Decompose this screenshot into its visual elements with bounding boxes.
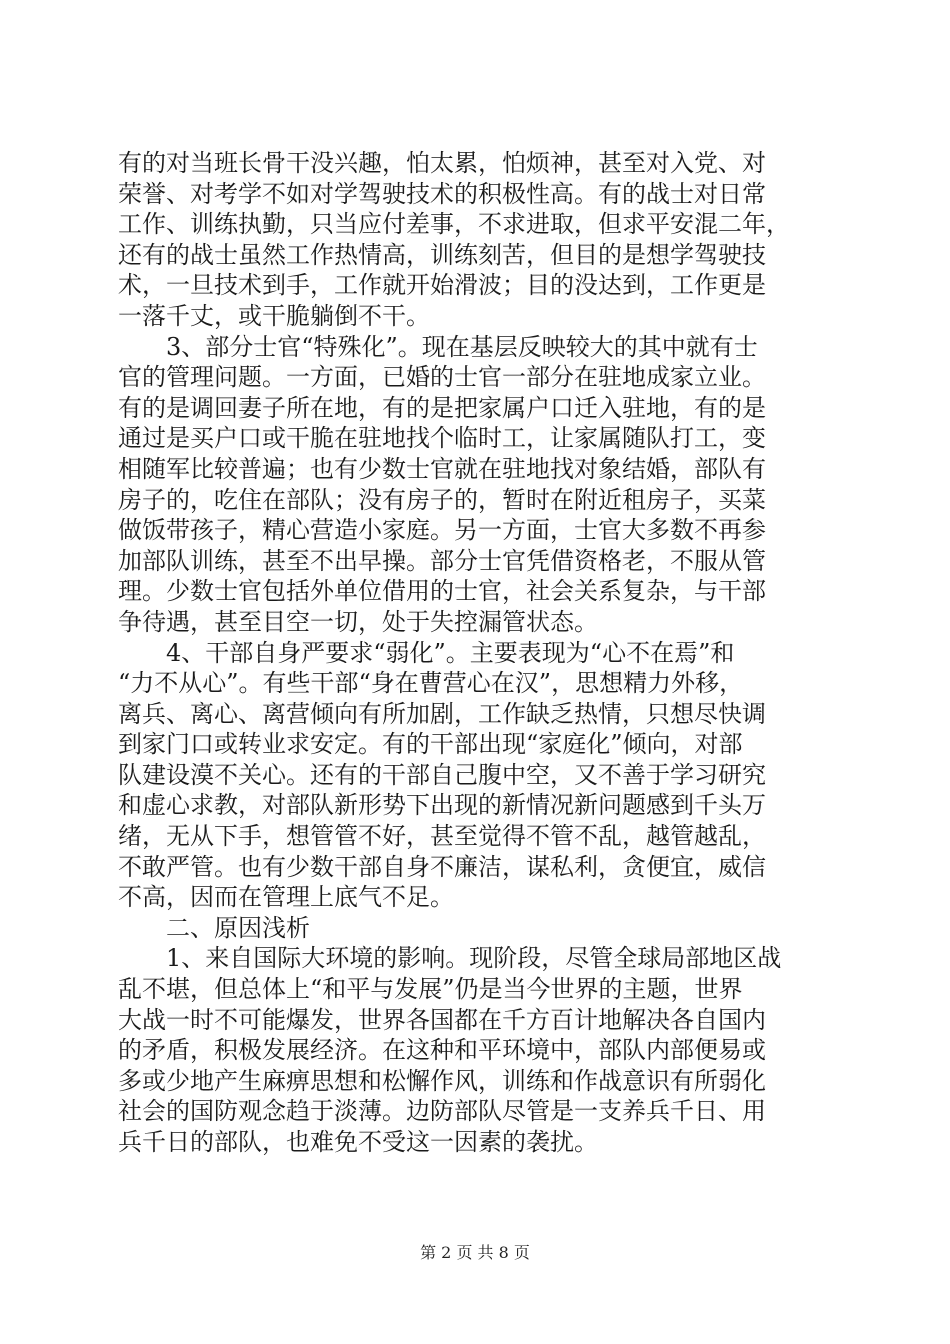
- text-line: 大战一时不可能爆发，世界各国都在千方百计地解决各自国内: [118, 1005, 766, 1034]
- text-line: 还有的战士虽然工作热情高，训练刻苦，但目的是想学驾驶技: [118, 240, 766, 269]
- text-line: 乱不堪，但总体上“和平与发展”仍是当今世界的主题，世界: [118, 975, 743, 1004]
- text-line: 到家门口或转业求安定。有的干部出现“家庭化”倾向，对部: [118, 730, 743, 759]
- text-line: 官的管理问题。一方面，已婚的士官一部分在驻地成家立业。: [118, 363, 766, 392]
- text-line: 做饭带孩子，精心营造小家庭。另一方面，士官大多数不再参: [118, 516, 766, 545]
- text-line: 绪，无从下手，想管管不好，甚至觉得不管不乱，越管越乱，: [118, 822, 766, 851]
- text-line: 有的对当班长骨干没兴趣，怕太累，怕烦神，甚至对入党、对: [118, 149, 766, 177]
- text-line: 工作、训练执勤，只当应付差事，不求进取，但求平安混二年，: [118, 210, 790, 239]
- text-line: 加部队训练，甚至不出早操。部分士官凭借资格老，不服从管: [118, 546, 766, 575]
- document-body: [118, 148, 838, 1158]
- text-line: 4、干部自身严要求“弱化”。主要表现为“心不在焉”和: [166, 638, 735, 667]
- text-line: 一落千丈，或干脆躺倒不干。: [118, 301, 430, 330]
- text-line: 3、部分士官“特殊化”。现在基层反映较大的其中就有士: [166, 332, 758, 361]
- text-line: 相随军比较普遍；也有少数士官就在驻地找对象结婚，部队有: [118, 454, 766, 483]
- text-line: 社会的国防观念趋于淡薄。边防部队尽管是一支养兵千日、用: [118, 1097, 766, 1126]
- text-line: 二、原因浅析: [166, 913, 310, 942]
- text-line: 多或少地产生麻痹思想和松懈作风，训练和作战意识有所弱化: [118, 1066, 766, 1095]
- text-line: 1、来自国际大环境的影响。现阶段，尽管全球局部地区战: [166, 944, 782, 973]
- text-line: 不高，因而在管理上底气不足。: [118, 883, 454, 912]
- text-line: 有的是调回妻子所在地，有的是把家属户口迁入驻地，有的是: [118, 393, 766, 422]
- text-line: 队建设漠不关心。还有的干部自己腹中空，又不善于学习研究: [118, 760, 766, 789]
- page-footer: 第 2 页 共 8 页: [420, 1243, 530, 1262]
- text-line: 荣誉、对考学不如对学驾驶技术的积极性高。有的战士对日常: [118, 179, 766, 208]
- text-line: 兵千日的部队，也难免不受这一因素的袭扰。: [118, 1128, 598, 1156]
- text-line: 通过是买户口或干脆在驻地找个临时工，让家属随队打工，变: [118, 424, 766, 453]
- text-line: 术，一旦技术到手，工作就开始滑波；目的没达到，工作更是: [118, 271, 766, 300]
- text-line: 理。少数士官包括外单位借用的士官，社会关系复杂，与干部: [118, 577, 766, 606]
- text-line: 不敢严管。也有少数干部自身不廉洁，谋私利，贪便宜，威信: [118, 852, 766, 881]
- text-line: 和虚心求教，对部队新形势下出现的新情况新问题感到千头万: [118, 791, 766, 820]
- text-line: 的矛盾，积极发展经济。在这种和平环境中，部队内部便易或: [118, 1036, 766, 1065]
- text-line: 争待遇，甚至目空一切，处于失控漏管状态。: [118, 607, 598, 636]
- text-line: 离兵、离心、离营倾向有所加剧，工作缺乏热情，只想尽快调: [118, 699, 766, 728]
- text-line: “力不从心”。有些干部“身在曹营心在汉”，思想精力外移，: [118, 669, 744, 698]
- text-line: 房子的，吃住在部队；没有房子的，暂时在附近租房子，买菜: [118, 485, 766, 514]
